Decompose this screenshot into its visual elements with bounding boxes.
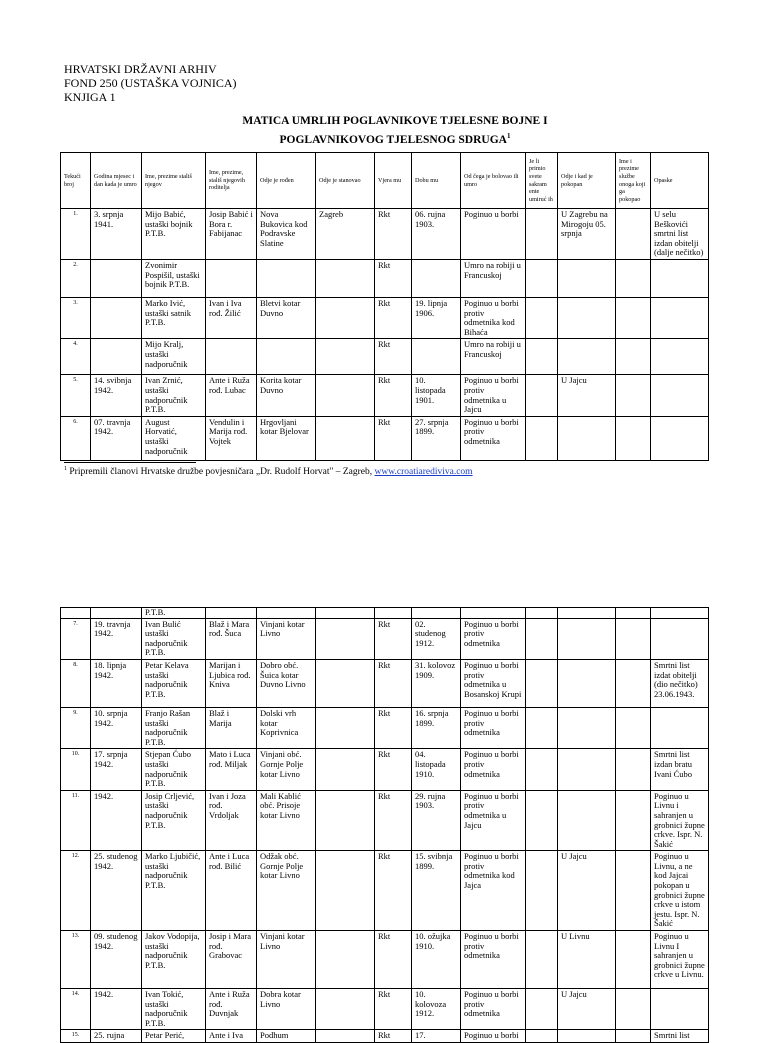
cell-birthplace: Podhum — [257, 1030, 316, 1043]
cell-no: 15. — [61, 1030, 91, 1043]
cell-date: 10. srpnja 1942. — [91, 707, 142, 748]
column-header-name: Ime, prezime stališ njegov — [142, 153, 206, 209]
table-row — [61, 297, 709, 338]
cell-cause: Umro na robiji u Francuskoj — [461, 339, 526, 375]
cell-no: 10. — [61, 749, 91, 790]
cell-birthplace: Vinjani obć. Gornje Polje kotar Livno — [257, 749, 316, 790]
cell-officiant — [616, 375, 651, 416]
cell-name: Marko Ivić, ustaški satnik P.T.B. — [142, 297, 206, 338]
cell-sacraments — [526, 790, 558, 851]
cell-name: Stjepan Ćubo ustaški nadporučnik P.T.B. — [142, 749, 206, 790]
cell-burial: U Jajcu — [558, 989, 616, 1030]
cell-birthdate: 27. srpnja 1899. — [412, 416, 461, 460]
table-row — [61, 851, 709, 931]
cell-name: Josip Crljević, ustaški nadporučnik P.T.B. — [142, 790, 206, 851]
cell-sacraments — [526, 618, 558, 659]
cell-officiant — [616, 749, 651, 790]
cell-religion: Rkt — [375, 707, 412, 748]
cell-no: 2. — [61, 259, 91, 297]
cell-parents: Vendulin i Marija rođ. Vojtek — [206, 416, 257, 460]
cell-burial: U Jajcu — [558, 375, 616, 416]
cell-sacraments — [526, 707, 558, 748]
cell-burial — [558, 297, 616, 338]
cell-sacraments — [526, 375, 558, 416]
cell-residence — [316, 375, 375, 416]
cell-no: 14. — [61, 989, 91, 1030]
register-table-page1 — [60, 152, 709, 461]
title-line-2: POGLAVNIKOVOG TJELESNOG SDRUGA$^1$ — [279, 132, 511, 146]
cell-birthplace: Dobro obć. Šuica kotar Duvno Livno — [257, 659, 316, 707]
cell-date — [91, 259, 142, 297]
cell-religion: Rkt — [375, 931, 412, 989]
cell-cause: Poginuo u borbi — [461, 1030, 526, 1043]
table-row — [61, 339, 709, 375]
cell-cause: Poginuo u borbi protiv odmetnika — [461, 749, 526, 790]
cell-residence — [316, 339, 375, 375]
cell-birthdate: 10. kolovoza 1912. — [412, 989, 461, 1030]
column-header-birthdate: Dobu mu — [412, 153, 461, 209]
cell-religion: Rkt — [375, 851, 412, 931]
column-header-burial: Odje i kad je pokopan — [558, 153, 616, 209]
cell-residence — [316, 931, 375, 989]
cell-parents: Ivan i Joza rođ. Vrdoljak — [206, 790, 257, 851]
cell-sacraments — [526, 608, 558, 619]
cell-burial — [558, 618, 616, 659]
cell-religion: Rkt — [375, 339, 412, 375]
cell-remarks: Poginuo u Livnu I sahranjen u grobnici župne crkve u Livnu. — [651, 931, 709, 989]
cell-cause: Poginuo u borbi — [461, 209, 526, 260]
cell-residence — [316, 618, 375, 659]
cell-cause: Poginuo u borbi protiv odmetnika — [461, 416, 526, 460]
cell-no: 12. — [61, 851, 91, 931]
cell-name: Mijo Kralj, ustaški nadporučnik — [142, 339, 206, 375]
cell-parents: Josip Babić i Bora r. Fabijanac — [206, 209, 257, 260]
cell-birthplace — [257, 339, 316, 375]
cell-sacraments — [526, 209, 558, 260]
cell-officiant — [616, 790, 651, 851]
cell-no: 13. — [61, 931, 91, 989]
cell-no: 8. — [61, 659, 91, 707]
cell-residence — [316, 790, 375, 851]
table-row — [61, 1030, 709, 1043]
cell-date: 1942. — [91, 790, 142, 851]
cell-remarks — [651, 259, 709, 297]
cell-date: 07. travnja 1942. — [91, 416, 142, 460]
cell-sacraments — [526, 1030, 558, 1043]
cell-birthplace: Vinjani kotar Livno — [257, 618, 316, 659]
cell-no: 11. — [61, 790, 91, 851]
cell-name: Ivan Tokić, ustaški nadporučnik P.T.B. — [142, 989, 206, 1030]
cell-birthdate — [412, 259, 461, 297]
fond-name: FOND 250 (USTAŠKA VOJNICA) — [64, 76, 237, 90]
footnote-ref: 1 — [506, 132, 511, 140]
cell-name: Petar Kelava ustaški nadporučnik P.T.B. — [142, 659, 206, 707]
cell-sacraments — [526, 297, 558, 338]
cell-sacraments — [526, 659, 558, 707]
cell-burial — [558, 749, 616, 790]
title-line-1: MATICA UMRLIH POGLAVNIKOVE TJELESNE BOJNE I — [242, 115, 548, 127]
cell-birthplace: Mali Kablić obć. Prisoje kotar Livno — [257, 790, 316, 851]
cell-residence — [316, 749, 375, 790]
cell-remarks: U selu Beškovići smrtni list izdan obitelji (dalje nečitko) — [651, 209, 709, 260]
cell-cause: Poginuo u borbi protiv odmetnika u Bosanskoj Krupi — [461, 659, 526, 707]
cell-burial — [558, 339, 616, 375]
column-header-parents: Ime, prezime, stališ njegovih roditelja — [206, 153, 257, 209]
cell-birthplace: Bletvi kotar Duvno — [257, 297, 316, 338]
cell-birthdate: 29. rujna 1903. — [412, 790, 461, 851]
footnote-separator — [64, 462, 196, 463]
table-row — [61, 618, 709, 659]
cell-name: Petar Perić, — [142, 1030, 206, 1043]
cell-date: 25. rujna — [91, 1030, 142, 1043]
cell-birthdate: 04. listopada 1910. — [412, 749, 461, 790]
cell-birthplace: Korita kotar Duvno — [257, 375, 316, 416]
cell-parents: Marijan i Ljubica rođ. Kniva — [206, 659, 257, 707]
cell-parents: Blaž i Marija — [206, 707, 257, 748]
footnote: $^1$ Pripremili članovi Hrvatske družbe povjesničara „Dr. Rudolf Horvat" – Zagreb, www.croatiarediviva.com — [64, 466, 473, 478]
cell-cause — [461, 608, 526, 619]
cell-name: Zvonimir Pospišil, ustaški bojnik P.T.B. — [142, 259, 206, 297]
cell-religion: Rkt — [375, 1030, 412, 1043]
cell-officiant — [616, 851, 651, 931]
cell-name: Marko Ljubičić, ustaški nadporučnik P.T.B. — [142, 851, 206, 931]
cell-date: 25. studenog 1942. — [91, 851, 142, 931]
cell-officiant — [616, 707, 651, 748]
cell-burial — [558, 707, 616, 748]
cell-sacraments — [526, 749, 558, 790]
cell-cause: Poginuo u borbi protiv odmetnika u Jajcu — [461, 790, 526, 851]
column-header-cause: Od čega je bolovao ili umro — [461, 153, 526, 209]
cell-parents: Ante i Ruža rođ. Lubac — [206, 375, 257, 416]
cell-cause: Umro na robiji u Francuskoj — [461, 259, 526, 297]
cell-remarks: Poginuo u Livnu, a ne kod Jajcai pokopan u grobnici župne crkve u istom jestu. Ispr. N. Šakić — [651, 851, 709, 931]
table-row — [61, 707, 709, 748]
cell-birthdate — [412, 339, 461, 375]
cell-officiant — [616, 297, 651, 338]
cell-parents: Ante i Luca rođ. Bilić — [206, 851, 257, 931]
cell-name: August Horvatić, ustaški nadporučnik — [142, 416, 206, 460]
cell-officiant — [616, 659, 651, 707]
cell-birthdate: 31. kolovoz 1909. — [412, 659, 461, 707]
cell-religion: Rkt — [375, 416, 412, 460]
cell-officiant — [616, 618, 651, 659]
cell-sacraments — [526, 339, 558, 375]
cell-cause: Poginuo u borbi protiv odmetnika — [461, 618, 526, 659]
table-row — [61, 416, 709, 460]
cell-burial — [558, 1030, 616, 1043]
column-header-remarks: Opaske — [651, 153, 709, 209]
cell-remarks: Smrtni list izdan bratu Ivani Ćubo — [651, 749, 709, 790]
cell-no: 4. — [61, 339, 91, 375]
cell-date: 17. srpnja 1942. — [91, 749, 142, 790]
cell-birthdate: 16. srpnja 1899. — [412, 707, 461, 748]
cell-remarks: Smrtni list — [651, 1030, 709, 1043]
cell-parents: Josip i Mara rođ. Grabovac — [206, 931, 257, 989]
cell-birthplace: Nova Bukovica kod Podravske Slatine — [257, 209, 316, 260]
cell-birthplace: Dolski vrh kotar Koprivnica — [257, 707, 316, 748]
cell-parents: Blaž i Mara rođ. Šuca — [206, 618, 257, 659]
archive-name: HRVATSKI DRŽAVNI ARHIV — [64, 62, 217, 76]
cell-birthplace: Dobra kotar Livno — [257, 989, 316, 1030]
cell-burial — [558, 659, 616, 707]
cell-date: 19. travnja 1942. — [91, 618, 142, 659]
cell-name: Ivan Zrnić, ustaški nadporučnik P.T.B. — [142, 375, 206, 416]
cell-officiant — [616, 416, 651, 460]
book-number: KNJIGA 1 — [64, 90, 116, 104]
cell-birthplace: Vinjani kotar Livno — [257, 931, 316, 989]
cell-cause: Poginuo u borbi protiv odmetnika kod Bihaća — [461, 297, 526, 338]
column-header-sacraments: Je li primio svete sakram ente umiruć ih — [526, 153, 558, 209]
cell-residence — [316, 707, 375, 748]
document-title — [120, 114, 670, 148]
cell-remarks — [651, 339, 709, 375]
cell-date — [91, 297, 142, 338]
cell-name: P.T.B. — [142, 608, 206, 619]
table-row — [61, 259, 709, 297]
cell-parents: Ivan i Iva rođ. Žilić — [206, 297, 257, 338]
cell-sacraments — [526, 851, 558, 931]
cell-residence — [316, 608, 375, 619]
cell-religion — [375, 608, 412, 619]
cell-religion: Rkt — [375, 297, 412, 338]
cell-name: Jakov Vodopija, ustaški nadporučnik P.T.B. — [142, 931, 206, 989]
table-header-row — [61, 153, 709, 209]
cell-no: 9. — [61, 707, 91, 748]
cell-officiant — [616, 931, 651, 989]
table-row — [61, 790, 709, 851]
cell-date — [91, 608, 142, 619]
column-header-residence: Odje je stanovao — [316, 153, 375, 209]
footnote-text: Pripremili članovi Hrvatske družbe povjesničara „Dr. Rudolf Horvat" – Zagreb, — [69, 467, 375, 478]
register-table-page2 — [60, 607, 709, 1043]
cell-date: 3. srpnja 1941. — [91, 209, 142, 260]
cell-no: 5. — [61, 375, 91, 416]
cell-religion: Rkt — [375, 659, 412, 707]
cell-remarks — [651, 416, 709, 460]
cell-burial — [558, 416, 616, 460]
cell-date: 14. svibnja 1942. — [91, 375, 142, 416]
cell-religion: Rkt — [375, 375, 412, 416]
cell-cause: Poginuo u borbi protiv odmetnika kod Jajca — [461, 851, 526, 931]
cell-residence: Zagreb — [316, 209, 375, 260]
cell-remarks: Smrtni list izdat obitelji (dio nečitko) 23.06.1943. — [651, 659, 709, 707]
cell-no: 3. — [61, 297, 91, 338]
cell-parents: Ante i Ruža rođ. Duvnjak — [206, 989, 257, 1030]
cell-no — [61, 608, 91, 619]
cell-burial: U Zagrebu na Mirogoju 05. srpnja — [558, 209, 616, 260]
cell-cause: Poginuo u borbi protiv odmetnika — [461, 989, 526, 1030]
cell-name: Franjo Rašan ustaški nadporučnik P.T.B. — [142, 707, 206, 748]
cell-date: 09. studenog 1942. — [91, 931, 142, 989]
cell-name: Ivan Bulić ustaški nadporučnik P.T.B. — [142, 618, 206, 659]
cell-cause: Poginuo u borbi protiv odmetnika u Jajcu — [461, 375, 526, 416]
cell-residence — [316, 416, 375, 460]
cell-religion: Rkt — [375, 989, 412, 1030]
cell-religion: Rkt — [375, 749, 412, 790]
cell-burial — [558, 608, 616, 619]
cell-burial — [558, 790, 616, 851]
column-header-birthplace: Odje je rođen — [257, 153, 316, 209]
cell-residence — [316, 259, 375, 297]
cell-birthplace — [257, 259, 316, 297]
cell-burial: U Jajcu — [558, 851, 616, 931]
cell-sacraments — [526, 931, 558, 989]
cell-sacraments — [526, 416, 558, 460]
cell-no: 6. — [61, 416, 91, 460]
cell-date: 18. lipnja 1942. — [91, 659, 142, 707]
cell-remarks: Poginuo u Livnu i sahranjen u grobnici župne crkve. Ispr. N. Šakić — [651, 790, 709, 851]
cell-date — [91, 339, 142, 375]
table-row — [61, 749, 709, 790]
cell-religion: Rkt — [375, 618, 412, 659]
cell-residence — [316, 297, 375, 338]
cell-birthdate: 10. listopada 1901. — [412, 375, 461, 416]
table-row — [61, 931, 709, 989]
cell-name: Mijo Babić, ustaški bojnik P.T.B. — [142, 209, 206, 260]
cell-birthdate: 17. — [412, 1030, 461, 1043]
cell-remarks — [651, 618, 709, 659]
cell-birthdate: 06. rujna 1903. — [412, 209, 461, 260]
cell-parents — [206, 339, 257, 375]
cell-officiant — [616, 1030, 651, 1043]
cell-religion: Rkt — [375, 209, 412, 260]
cell-no: 1. — [61, 209, 91, 260]
cell-parents — [206, 259, 257, 297]
cell-parents — [206, 608, 257, 619]
column-header-date: Godina mjesec i dan kada je umro — [91, 153, 142, 209]
cell-remarks — [651, 707, 709, 748]
column-header-religion: Vjera mu — [375, 153, 412, 209]
cell-birthplace: Hrgovljani kotar Bjelovar — [257, 416, 316, 460]
cell-burial — [558, 259, 616, 297]
table-row — [61, 209, 709, 260]
cell-no: 7. — [61, 618, 91, 659]
cell-parents: Ante i Iva — [206, 1030, 257, 1043]
cell-residence — [316, 659, 375, 707]
cell-residence — [316, 851, 375, 931]
cell-officiant — [616, 209, 651, 260]
cell-religion: Rkt — [375, 790, 412, 851]
column-header-no: Tekući broj — [61, 153, 91, 209]
cell-burial: U Livnu — [558, 931, 616, 989]
column-header-officiant: Ime i prezime službe onoga koji ga pokopao — [616, 153, 651, 209]
cell-remarks — [651, 375, 709, 416]
cell-birthdate: 15. svibnja 1899. — [412, 851, 461, 931]
archive-header — [64, 62, 237, 104]
footnote-link[interactable]: www.croatiarediviva.com — [374, 467, 473, 478]
cell-officiant — [616, 259, 651, 297]
cell-remarks — [651, 297, 709, 338]
cell-residence — [316, 1030, 375, 1043]
cell-birthdate: 10. ožujka 1910. — [412, 931, 461, 989]
cell-birthdate: 19. lipnja 1906. — [412, 297, 461, 338]
cell-sacraments — [526, 259, 558, 297]
cell-birthdate — [412, 608, 461, 619]
cell-remarks — [651, 608, 709, 619]
cell-cause: Poginuo u borbi protiv odmetnika — [461, 931, 526, 989]
cell-parents: Mato i Luca rođ. Miljak — [206, 749, 257, 790]
cell-date: 1942. — [91, 989, 142, 1030]
cell-religion: Rkt — [375, 259, 412, 297]
cell-officiant — [616, 608, 651, 619]
table-row — [61, 375, 709, 416]
cell-cause: Poginuo u borbi protiv odmetnika — [461, 707, 526, 748]
continuation-row — [61, 608, 709, 619]
cell-birthplace: Odžak obć. Gornje Polje kotar Livno — [257, 851, 316, 931]
cell-officiant — [616, 339, 651, 375]
cell-birthplace — [257, 608, 316, 619]
cell-birthdate: 02. studenog 1912. — [412, 618, 461, 659]
table-row — [61, 659, 709, 707]
